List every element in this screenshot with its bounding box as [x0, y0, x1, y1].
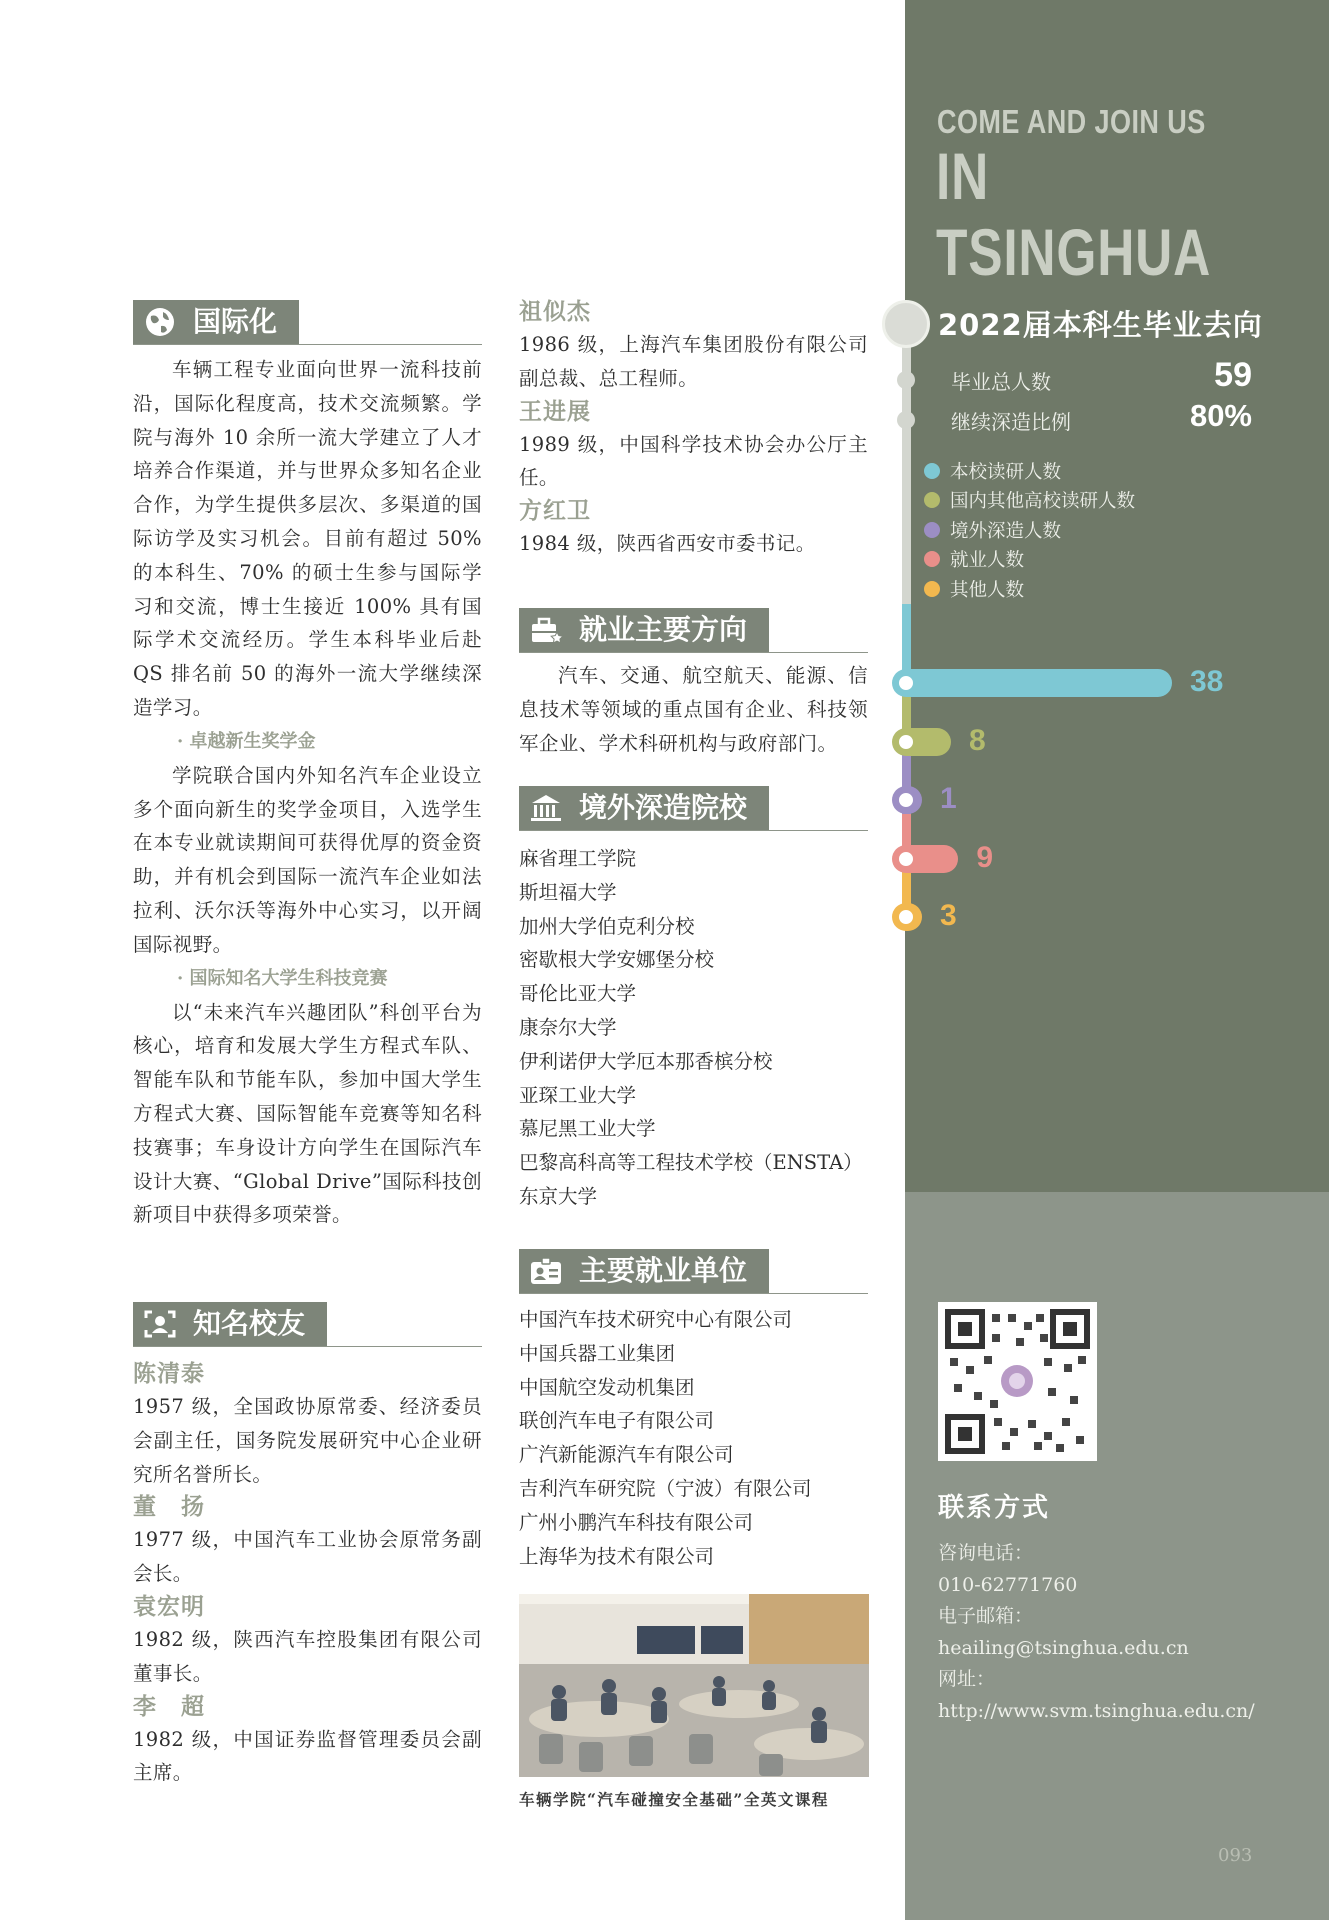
id-card-icon — [529, 1255, 563, 1287]
alumni-desc: 1989 级，中国科学技术协会办公厅主任。 — [519, 432, 868, 490]
employment-direction-title: 就业主要方向 — [579, 613, 748, 646]
phone-label: 咨询电话： — [938, 1542, 1034, 1564]
person-scan-icon — [143, 1308, 177, 1340]
legend-item — [924, 515, 1061, 544]
web-label: 网址： — [938, 1668, 996, 1690]
alumni-desc: 1984 级，陕西省西安市委书记。 — [519, 532, 816, 556]
competition-subtitle: · 国际知名大学生科技竞赛 — [177, 967, 388, 989]
alumni-name: 陈清泰 — [133, 1360, 205, 1387]
employer: 上海华为技术有限公司 — [519, 1544, 715, 1568]
legend-swatch — [924, 581, 940, 597]
bar-node — [896, 673, 916, 693]
classroom-photo-graphic — [519, 1594, 869, 1777]
legend-label: 就业人数 — [950, 550, 1025, 571]
phone-number: 010-62771760 — [938, 1573, 1078, 1596]
employment-direction-header — [519, 608, 868, 653]
alumni-name: 祖似杰 — [519, 298, 591, 325]
overseas-title: 境外深造院校 — [579, 791, 748, 824]
bar-node — [896, 732, 916, 752]
total-label: 毕业总人数 — [951, 370, 1051, 394]
employer: 吉利汽车研究院（宁波）有限公司 — [519, 1476, 812, 1500]
overseas-school: 密歇根大学安娜堡分校 — [519, 948, 715, 972]
employer: 中国航空发动机集团 — [519, 1375, 695, 1399]
alumni-list-left — [133, 1358, 482, 1790]
overseas-school: 伊利诺伊大学厄本那香槟分校 — [519, 1049, 773, 1073]
legend-swatch — [924, 463, 940, 479]
overseas-school: 麻省理工学院 — [519, 847, 637, 870]
email-label: 电子邮箱： — [938, 1605, 1034, 1627]
overseas-school: 巴黎高科高等工程技术学校（ENSTA） — [519, 1151, 863, 1175]
alumni-desc: 1977 级，中国汽车工业协会原常务副会长。 — [133, 1528, 482, 1586]
page-number: 093 — [1218, 1845, 1253, 1866]
bar-node — [896, 849, 916, 869]
timeline-node — [897, 371, 915, 389]
legend-label: 境外深造人数 — [950, 520, 1062, 542]
overseas-school: 东京大学 — [519, 1184, 598, 1208]
alumni-name: 王进展 — [519, 397, 591, 425]
qr-code — [938, 1302, 1097, 1461]
qr-code-graphic — [944, 1308, 1091, 1455]
employers-header — [519, 1249, 868, 1294]
timeline-start-node — [882, 300, 930, 348]
scholarship-subtitle: · 卓越新生奖学金 — [177, 730, 316, 752]
employer: 广州小鹏汽车科技有限公司 — [519, 1510, 754, 1534]
university-building-icon — [529, 792, 563, 824]
legend-item — [924, 486, 1135, 515]
employer: 中国汽车技术研究中心有限公司 — [519, 1308, 793, 1331]
employers-title-box — [519, 1249, 769, 1293]
overseas-header — [519, 786, 868, 831]
overseas-school: 加州大学伯克利分校 — [519, 914, 695, 938]
overseas-school: 斯坦福大学 — [519, 880, 617, 904]
overseas-school: 慕尼黑工业大学 — [519, 1117, 656, 1141]
overseas-list — [519, 842, 879, 1214]
alumni-name: 李 超 — [133, 1692, 205, 1720]
legend-item — [924, 545, 1024, 574]
bar-value-label: 9 — [976, 840, 993, 874]
employment-direction-title-box — [519, 608, 769, 652]
header-line2: IN TSINGHUA — [936, 139, 1212, 289]
overseas-school: 哥伦比亚大学 — [519, 982, 637, 1006]
international-paragraph-1: 车辆工程专业面向世界一流科技前沿，国际化程度高，技术交流频繁。学院与海外 10 余所一流大学建立了人才培养合作渠道，并与世界众多知名企业合作，为学生提供多层次、多渠道的国际访学及实习机会。目前有超过 50% 的本科生、70% 的硕士生参与国际学习和交流，博士生接近 100% 具有国际学术交流经历。学生本科毕业后赴 QS 排名前 50 的海外一流大学继续深造学习。 — [133, 358, 482, 719]
ratio-label: 继续深造比例 — [951, 410, 1071, 434]
bar-value-label: 38 — [1190, 665, 1224, 698]
total-value: 59 — [1214, 356, 1252, 394]
alumni-entry — [519, 396, 868, 496]
alumni-desc: 1982 级，陕西汽车控股集团有限公司董事长。 — [133, 1627, 482, 1685]
legend-swatch — [924, 551, 940, 567]
alumni-entry — [133, 1491, 482, 1591]
header-line1: COME AND JOIN US — [937, 103, 1206, 140]
legend-item — [924, 574, 1024, 603]
alumni-desc: 1986 级，上海汽车集团股份有限公司副总裁、总工程师。 — [519, 333, 868, 390]
bar-value-label: 1 — [940, 782, 957, 815]
legend-label: 其他人数 — [950, 579, 1025, 601]
employer: 广汽新能源汽车有限公司 — [519, 1443, 734, 1467]
briefcase-star-icon — [529, 614, 563, 646]
international-header — [133, 300, 482, 345]
international-title: 国际化 — [193, 305, 278, 338]
legend-label: 本校读研人数 — [950, 461, 1062, 483]
overseas-title-box — [519, 786, 769, 830]
alumni-title-box — [133, 1302, 327, 1346]
employment-direction-body — [519, 659, 868, 760]
legend-swatch — [924, 522, 940, 538]
employment-direction-text: 汽车、交通、航空航天、能源、信息技术等领域的重点国有企业、科技领军企业、学术科研机构与政府部门。 — [519, 664, 868, 755]
legend-swatch — [924, 492, 940, 508]
bar-value-label: 8 — [968, 723, 986, 757]
ratio-value: 80% — [1189, 398, 1252, 433]
alumni-list-right — [519, 296, 868, 561]
alumni-entry — [519, 296, 868, 396]
bar-value-label: 3 — [940, 899, 957, 932]
international-paragraph-3: 以“未来汽车兴趣团队”科创平台为核心，培育和发展大学生方程式车队、智能车队和节能车队，参加中国大学生方程式大赛、国际智能车竞赛等知名科技赛事；车身设计方向学生在国际汽车设计大赛、“Global Drive”国际科技创新项目中获得多项荣誉。 — [133, 1000, 482, 1227]
bar-node — [896, 790, 916, 810]
photo-caption: 车辆学院“汽车碰撞安全基础”全英文课程 — [519, 1790, 829, 1809]
bar — [892, 669, 1172, 697]
international-title-box — [133, 300, 299, 344]
international-paragraph-2: 学院联合国内外知名汽车企业设立多个面向新生的奖学金项目，入选学生在本专业就读期间可获得优厚的资金资助，并有机会到国际一流汽车企业如法拉利、沃尔沃等海外中心实习，以开阔国际视野。 — [133, 763, 482, 956]
alumni-desc: 1982 级，中国证券监督管理委员会副主席。 — [133, 1727, 482, 1785]
timeline-node — [897, 411, 915, 429]
alumni-entry — [133, 1691, 482, 1791]
legend-item — [924, 456, 1061, 485]
contact-title: 联系方式 — [938, 1493, 1051, 1523]
alumni-desc: 1957 级，全国政协原常委、经济委员会副主任，国务院发展研究中心企业研究所名誉所长。 — [133, 1395, 482, 1486]
alumni-entry — [519, 495, 868, 561]
email-link[interactable]: heailing@tsinghua.edu.cn — [938, 1636, 1189, 1659]
contact-details — [938, 1538, 1318, 1727]
alumni-name: 董 扬 — [133, 1493, 205, 1521]
alumni-entry — [133, 1591, 482, 1691]
stats-title: 2022届本科生毕业去向 — [938, 308, 1263, 342]
alumni-title: 知名校友 — [193, 1307, 306, 1340]
employers-list — [519, 1303, 879, 1573]
legend-label: 国内其他高校读研人数 — [950, 491, 1136, 512]
timeline-rail — [902, 322, 911, 604]
classroom-photo — [519, 1594, 869, 1777]
overseas-school: 亚琛工业大学 — [519, 1083, 637, 1107]
bar-node — [896, 907, 916, 927]
employer: 联创汽车电子有限公司 — [519, 1409, 715, 1433]
overseas-school: 康奈尔大学 — [519, 1015, 617, 1039]
employers-title: 主要就业单位 — [579, 1254, 748, 1287]
alumni-name: 方红卫 — [519, 497, 591, 525]
alumni-header — [133, 1302, 482, 1347]
web-link[interactable]: http://www.svm.tsinghua.edu.cn/ — [938, 1699, 1255, 1722]
alumni-entry — [133, 1358, 482, 1491]
globe-icon — [143, 306, 177, 338]
alumni-name: 袁宏明 — [133, 1592, 205, 1620]
employer: 中国兵器工业集团 — [519, 1341, 676, 1365]
international-body — [133, 353, 482, 1232]
